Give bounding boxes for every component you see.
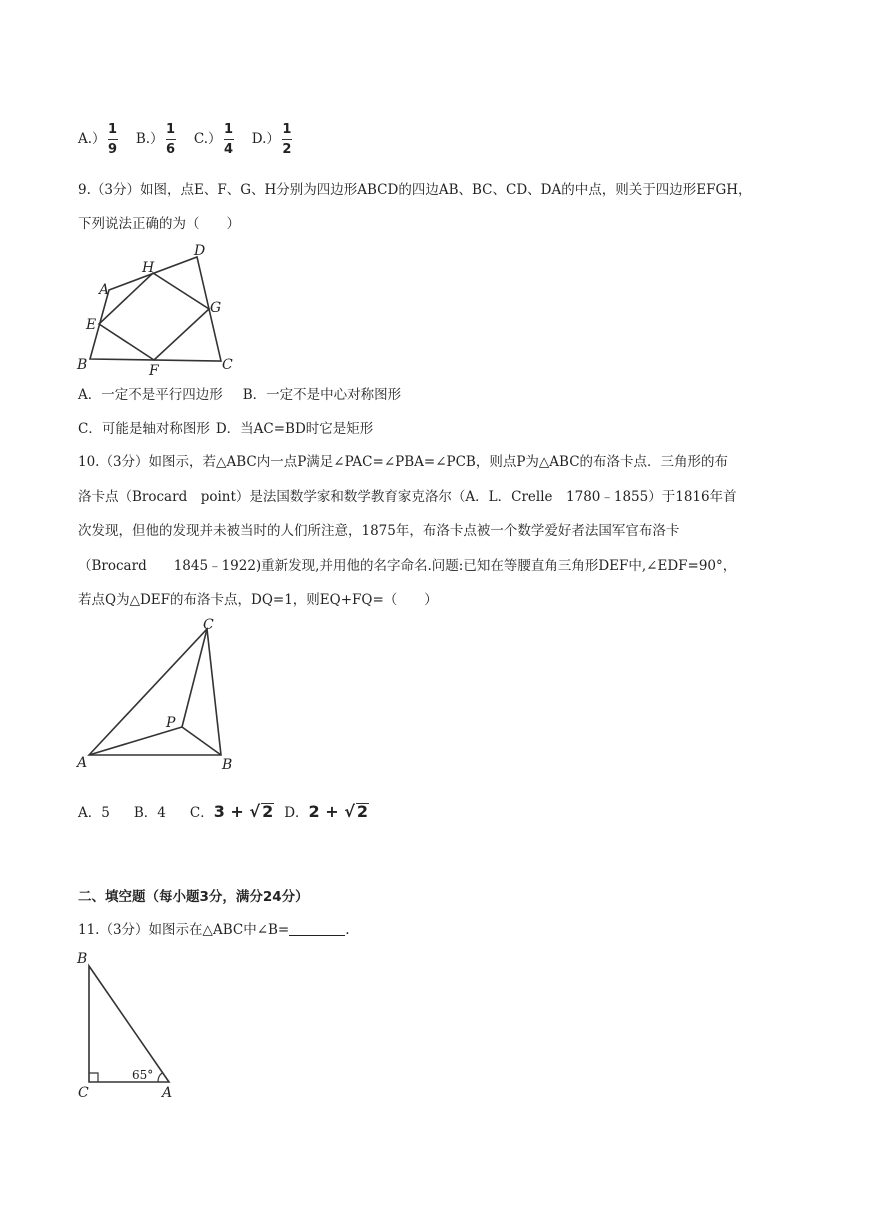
- q10-label-a: A: [77, 755, 88, 771]
- q8-option-b-label: B.）: [135, 131, 164, 147]
- q10-label-p: P: [166, 715, 176, 731]
- right-angle-mark: [89, 1073, 98, 1082]
- plus-sign: +: [325, 802, 339, 821]
- segment-pc: [182, 629, 207, 727]
- integer-part: 3: [213, 802, 225, 821]
- q10-stem-line3: 次发现，但他的发现并未被当时的人们所注意，1875年，布洛卡点被一个数学爱好者法国军官布洛卡: [78, 523, 680, 539]
- q9-label-g: G: [210, 300, 222, 316]
- q11-period: .: [345, 922, 350, 938]
- q11-label-b: B: [77, 951, 88, 967]
- q9-label-c: C: [222, 357, 233, 373]
- q10-stem-line1: 10.（3分）如图示，若△ABC内一点P满足∠PAC=∠PBA=∠PCB，则点P为△ABC的布洛卡点．三角形的布: [78, 454, 729, 470]
- q10-stem-line2: 洛卡点（Brocard point）是法国数学家和数学教育家克洛尔（A．L．Crelle 1780﹣1855）于1816年首: [78, 489, 737, 505]
- q10-options: [78, 802, 369, 823]
- q11-text: 11.（3分）如图示在△ABC中∠B=: [78, 922, 290, 938]
- q9-option-c: C．可能是轴对称图形: [78, 421, 210, 437]
- radicand: 2: [262, 802, 274, 821]
- q8-option-a-fraction: [108, 122, 118, 157]
- q11-angle-label: 65°: [132, 1068, 154, 1082]
- q9-label-b: B: [77, 357, 88, 373]
- quadrilateral-efgh: [99, 273, 209, 360]
- q11-stem: [78, 920, 350, 940]
- q8-option-c-label: C.）: [193, 131, 222, 147]
- numerator: 1: [166, 122, 176, 137]
- q10-label-b: B: [222, 757, 233, 773]
- numerator: 1: [108, 122, 118, 137]
- q10-label-c: C: [203, 617, 214, 633]
- q10-option-b: B．4: [133, 805, 166, 821]
- q10-option-d-label: D．: [284, 805, 309, 821]
- q11-label-a: A: [162, 1085, 173, 1101]
- q8-options: [78, 122, 296, 157]
- q8-option-d-label: D.）: [251, 131, 280, 147]
- quadrilateral-abcd: [90, 257, 221, 361]
- q8-option-a-label: A.）: [78, 131, 106, 147]
- triangle-abc: [89, 966, 169, 1082]
- q8-option-c-fraction: [224, 122, 234, 157]
- q11-label-c: C: [78, 1085, 89, 1101]
- fraction-bar: [282, 139, 292, 140]
- denominator: 9: [108, 142, 118, 157]
- q8-option-b-fraction: [166, 122, 176, 157]
- radicand: 2: [356, 802, 369, 821]
- q9-label-h: H: [142, 260, 155, 276]
- q11-answer-blank[interactable]: [289, 921, 345, 936]
- fraction-bar: [108, 139, 118, 140]
- q9-stem-line1: 9.（3分）如图，点E、F、G、H分别为四边形ABCD的四边AB、BC、CD、DA的中点，则关于四边形EFGH，: [78, 182, 752, 198]
- q10-option-d-expression: 2 + √ 2: [308, 802, 369, 821]
- plus-sign: +: [230, 802, 244, 821]
- q9-label-d: D: [194, 243, 206, 259]
- numerator: 1: [282, 122, 292, 137]
- q10-option-c-expression: 3 + √ 2: [213, 802, 274, 821]
- q9-option-b: B．一定不是中心对称图形: [242, 387, 402, 403]
- q9-label-f: F: [149, 363, 159, 378]
- q9-stem-line2: 下列说法正确的为（ ）: [78, 216, 240, 232]
- q9-label-a: A: [99, 282, 110, 298]
- q10-stem-line4: （Brocard 1845﹣1922)重新发现,并用他的名字命名.问题:已知在等腰直角三角形DEF中,∠EDF=90°，: [78, 558, 737, 574]
- q10-stem-line5: 若点Q为△DEF的布洛卡点，DQ=1，则EQ+FQ=（ ）: [78, 592, 438, 608]
- numerator: 1: [223, 122, 234, 137]
- section-title-fill-in: 二、填空题（每小题3分，满分24分）: [78, 889, 309, 905]
- q9-option-d: D．当AC=BD时它是矩形: [215, 421, 374, 437]
- denominator: 4: [223, 142, 234, 157]
- denominator: 2: [282, 142, 292, 157]
- angle-a-arc: [158, 1073, 162, 1082]
- q10-option-a: A．5: [78, 805, 110, 821]
- q9-label-e: E: [86, 317, 97, 333]
- integer-part: 2: [308, 802, 320, 821]
- q10-option-c-label: C．: [189, 805, 214, 821]
- q9-options-row2: [78, 419, 373, 439]
- q9-quadrilateral-figure: [72, 238, 247, 378]
- q8-option-d-fraction: [282, 122, 292, 157]
- fraction-bar: [166, 139, 176, 140]
- q9-option-a: A．一定不是平行四边形: [78, 387, 223, 403]
- q9-options-row1: [78, 385, 401, 405]
- q11-right-triangle-figure: [74, 948, 184, 1103]
- fraction-bar: [224, 139, 234, 140]
- q10-brocard-triangle-figure: [74, 614, 244, 774]
- triangle-abc: [89, 629, 221, 755]
- segment-pb: [182, 727, 221, 755]
- denominator: 6: [166, 142, 176, 157]
